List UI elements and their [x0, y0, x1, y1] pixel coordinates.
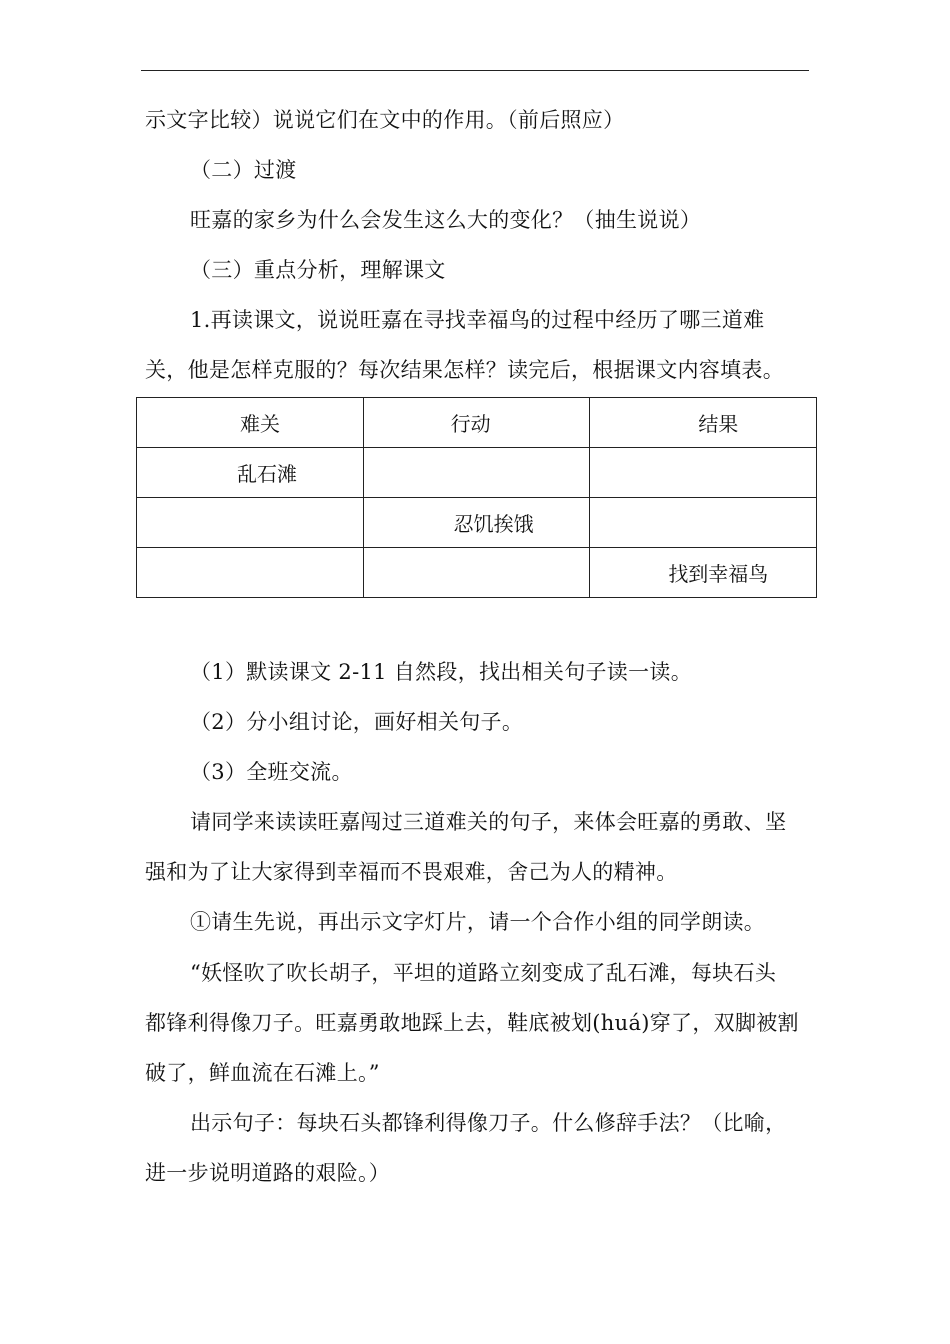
table-cell — [590, 448, 817, 498]
paragraph-line: ①请生先说，再出示文字灯片，请一个合作小组的同学朗读。 — [190, 910, 766, 934]
table-cell — [590, 498, 817, 548]
section-heading: （三）重点分析，理解课文 — [190, 258, 446, 282]
table-cell — [137, 498, 364, 548]
paragraph-line: 强和为了让大家得到幸福而不畏艰难，舍己为人的精神。 — [145, 860, 678, 884]
header-cell: 行动 — [363, 398, 590, 448]
table-cell — [137, 548, 364, 598]
step-item: （1）默读课文 2-11 自然段，找出相关句子读一读。 — [190, 660, 692, 684]
table-row — [137, 548, 817, 598]
paragraph-line: 关，他是怎样克服的？每次结果怎样？读完后，根据课文内容填表。 — [145, 358, 784, 382]
table-cell: 乱石滩 — [137, 448, 364, 498]
paragraph-line: 出示句子：每块石头都锋利得像刀子。什么修辞手法？（比喻， — [190, 1111, 787, 1135]
header-cell: 结果 — [590, 398, 817, 448]
paragraph-line: 1.再读课文，说说旺嘉在寻找幸福鸟的过程中经历了哪三道难 — [190, 308, 765, 332]
header-cell: 难关 — [137, 398, 364, 448]
quote-line: “妖怪吹了吹长胡子，平坦的道路立刻变成了乱石滩，每块石头 — [190, 961, 777, 985]
section-heading: （二）过渡 — [190, 158, 297, 182]
table-row — [137, 448, 817, 498]
table-row — [137, 498, 817, 548]
paragraph-line: 进一步说明道路的艰险。） — [145, 1161, 391, 1185]
table-cell: 找到幸福鸟 — [590, 548, 817, 598]
table-cell: 忍饥挨饿 — [363, 498, 590, 548]
paragraph-line: 请同学来读读旺嘉闯过三道难关的句子，来体会旺嘉的勇敢、坚 — [190, 810, 787, 834]
step-item: （3）全班交流。 — [190, 760, 353, 784]
quote-line: 破了，鲜血流在石滩上。” — [145, 1061, 380, 1085]
obstacle-table — [136, 397, 817, 598]
paragraph-line: 旺嘉的家乡为什么会发生这么大的变化？（抽生说说） — [190, 208, 702, 232]
table-cell — [363, 548, 590, 598]
header-rule — [141, 70, 809, 71]
table-header-row — [137, 398, 817, 448]
paragraph-line: 示文字比较）说说它们在文中的作用。（前后照应） — [145, 108, 625, 132]
step-item: （2）分小组讨论，画好相关句子。 — [190, 710, 524, 734]
table-cell — [363, 448, 590, 498]
quote-line: 都锋利得像刀子。旺嘉勇敢地踩上去，鞋底被划(huá)穿了，双脚被割 — [145, 1011, 799, 1035]
